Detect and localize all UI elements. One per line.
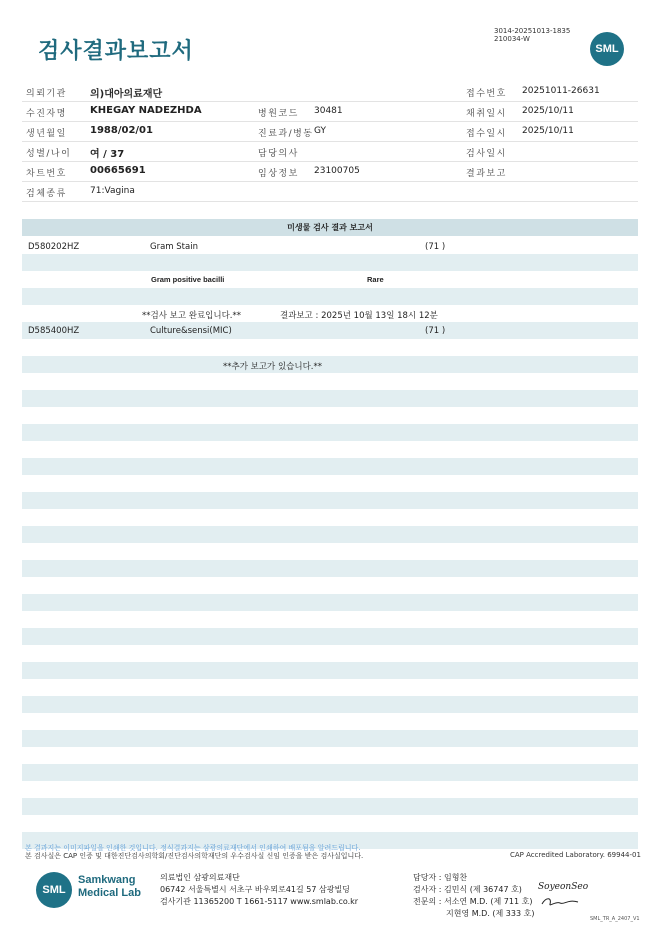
form-code: SML_TR_A_2407_V1 — [590, 916, 640, 922]
info-value: 71:Vagina — [90, 186, 135, 196]
sml-logo: SML — [590, 32, 624, 66]
info-value: 00665691 — [90, 165, 146, 176]
info-label: 결과보고 — [466, 169, 507, 179]
disclaimer: 본 결과지는 이미지파일을 인쇄한 것입니다. 정식결과지는 삼광의료재단에서 인쇄하여 배포됨을 알려드립니다. — [25, 844, 361, 852]
section-title: 미생물 검사 결과 보고서 — [22, 219, 638, 236]
info-value: 2025/10/11 — [522, 126, 574, 136]
info-value: 30481 — [314, 106, 343, 116]
stripe-row — [22, 764, 638, 781]
additional-note: **추가 보고가 있습니다.** — [223, 362, 323, 372]
info-label: 채취일시 — [466, 109, 507, 119]
test-code: D585400HZ — [28, 326, 80, 336]
test-code: D580202HZ — [28, 242, 80, 252]
info-label: 차트번호 — [26, 169, 67, 179]
result-value: Rare — [367, 275, 384, 284]
info-row — [22, 161, 638, 182]
info-label: 임상정보 — [258, 169, 299, 179]
info-value: 23100705 — [314, 166, 360, 176]
info-row — [22, 81, 638, 102]
page-title: 검사결과보고서 — [38, 39, 194, 64]
info-value: GY — [314, 126, 327, 136]
stripe-row — [22, 696, 638, 713]
stripe-row — [22, 798, 638, 815]
info-label: 수진자명 — [26, 109, 67, 119]
info-row — [22, 121, 638, 142]
stripe-row — [22, 254, 638, 271]
stripe-row — [22, 526, 638, 543]
signature-seo: SoyeonSeo — [538, 882, 589, 892]
info-row — [22, 181, 638, 202]
stripe-row — [22, 492, 638, 509]
stripe-row — [22, 662, 638, 679]
info-label: 검사일시 — [466, 149, 507, 159]
stripe-row — [22, 424, 638, 441]
info-value: 여 / 37 — [90, 149, 125, 160]
info-label: 의뢰기관 — [26, 89, 67, 99]
info-label: 성별/나이 — [26, 149, 72, 159]
signature-ji — [540, 895, 580, 909]
stripe-row — [22, 594, 638, 611]
info-label: 검체종류 — [26, 189, 67, 199]
staff-list: 담당자 : 임형찬 검사자 : 김민식 (제 36747 호) 전문의 : 서소연 M.D. (제 711 호) 지현영 M.D. (제 333 호) — [413, 873, 535, 918]
stripe-row — [22, 288, 638, 305]
stripe-row — [22, 458, 638, 475]
info-label: 진료과/병동 — [258, 129, 314, 139]
stripe-row — [22, 322, 638, 339]
stripe-row — [22, 560, 638, 577]
complete-note: **검사 보고 완료입니다.** — [142, 311, 242, 321]
test-name: Gram Stain — [150, 242, 198, 252]
info-label: 접수번호 — [466, 89, 507, 99]
report-time: 결과보고 : 2025년 10월 13일 18시 12분 — [280, 311, 438, 321]
lab-name: Samkwang Medical Lab — [78, 874, 141, 899]
lab-address: 의료법인 삼광의료재단 06742 서울특별시 서초구 바우뫼로41길 57 삼광빌딩 검사기관 11365200 T 1661-5117 www.smlab.co.kr — [160, 873, 359, 906]
sml-footer-logo: SML — [36, 872, 72, 908]
certification-note: 본 검사실은 CAP 인증 및 대한진단검사의학회/진단검사의학재단의 우수검사실 신임 인증을 받은 검사실입니다. — [25, 852, 364, 860]
result-name: Gram positive bacilli — [151, 275, 225, 284]
info-value: 20251011-26631 — [522, 86, 600, 96]
info-row — [22, 141, 638, 162]
cap-accreditation: CAP Accredited Laboratory. 69944-01 — [510, 851, 641, 859]
info-label: 접수일시 — [466, 129, 507, 139]
info-label: 담당의사 — [258, 149, 299, 159]
stripe-row — [22, 628, 638, 645]
test-name: Culture&sensi(MIC) — [150, 326, 232, 336]
document-number: 3014-20251013-1835 210034-W — [494, 27, 571, 43]
info-value: 의)대아의료재단 — [90, 89, 163, 100]
info-row — [22, 101, 638, 122]
info-label: 생년월일 — [26, 129, 67, 139]
specimen-code: (71 ) — [425, 326, 446, 336]
specimen-code: (71 ) — [425, 242, 446, 252]
stripe-row — [22, 356, 638, 373]
info-label: 병원코드 — [258, 109, 299, 119]
stripe-row — [22, 390, 638, 407]
stripe-row — [22, 730, 638, 747]
info-value: KHEGAY NADEZHDA — [90, 105, 202, 116]
info-value: 1988/02/01 — [90, 125, 153, 136]
info-value: 2025/10/11 — [522, 106, 574, 116]
